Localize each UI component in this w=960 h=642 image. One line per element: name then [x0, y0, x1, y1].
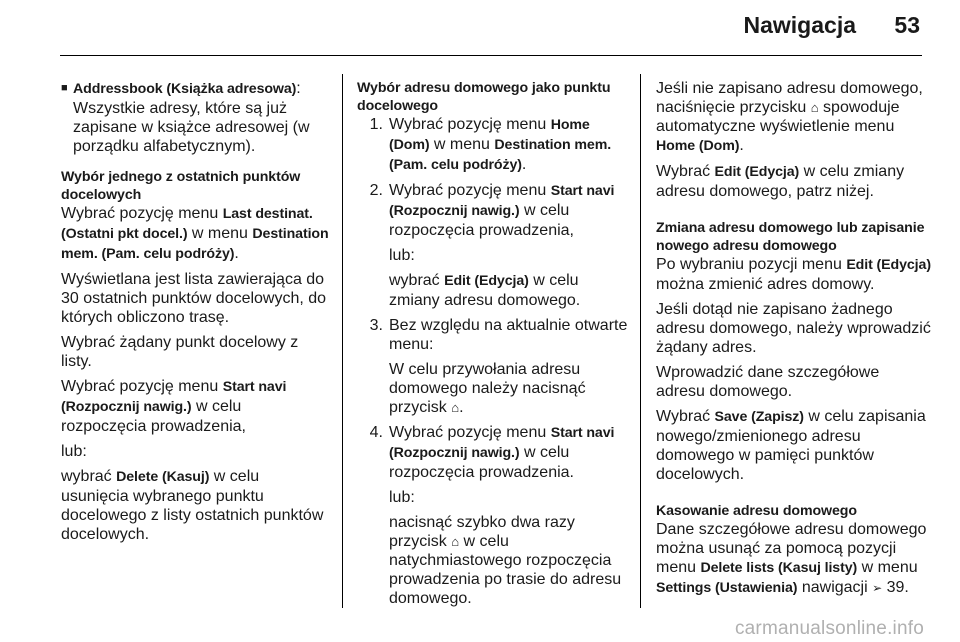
watermark: carmanualsonline.info	[734, 618, 924, 639]
column-1	[61, 79, 331, 550]
section-heading-delete-home: Kasowanie adresu domowego	[656, 503, 857, 519]
page-reference-arrow-icon: ➢	[872, 581, 883, 595]
paragraph: wybrać Delete (Kasuj) w celu usunięcia wybranego punktu docelowego z listy ostatnich punktów docelowych.	[61, 468, 324, 543]
menu-term: Settings (Ustawienia)	[656, 580, 798, 596]
square-bullet-icon: ■	[61, 82, 68, 94]
column-divider-1	[342, 74, 343, 608]
home-icon: ⌂	[451, 534, 460, 549]
step-1: 1. Wybrać pozycję menu Home (Dom) w menu Destination mem. (Pam. celu podróży).	[369, 116, 612, 173]
menu-term: Home (Dom)	[389, 117, 590, 153]
paragraph: Wybrać żądany punkt docelowy z listy.	[61, 334, 299, 370]
menu-term: Start navi (Rozpocznij nawig.)	[389, 183, 615, 219]
paragraph: Wybrać pozycję menu Start navi (Rozpocznij nawig.) w celu rozpoczęcia prowadzenia,	[61, 378, 287, 435]
menu-term: Last destinat. (Ostatni pkt docel.)	[61, 206, 313, 242]
paragraph: Wprowadzić dane szczegółowe adresu domowego.	[656, 364, 880, 400]
menu-term: Edit (Edycja)	[846, 257, 931, 273]
menu-term: Destination mem. (Pam. celu podróży)	[389, 137, 612, 173]
column-divider-2	[640, 74, 641, 608]
step-3: 3. Bez względu na aktualnie otwarte menu: W celu przywołania adresu domowego należy nacisnąć przycisk ⌂.	[369, 317, 628, 416]
paragraph: Po wybraniu pozycji menu Edit (Edycja) można zmienić adres domowy.	[656, 256, 931, 293]
home-icon: ⌂	[451, 400, 460, 415]
menu-term: Delete (Kasuj)	[116, 469, 210, 485]
page-number: 53	[894, 12, 920, 38]
section-heading-home-destination: Wybór adresu domowego jako punktu docelowego	[357, 80, 611, 114]
paragraph: Wybrać Save (Zapisz) w celu zapisania nowego/zmienionego adresu domowego w pamięci punktów docelowych.	[656, 408, 926, 483]
paragraph: Wyświetlana jest lista zawierająca do 30 ostatnich punktów docelowych, do których obliczono trasę.	[61, 271, 327, 326]
column-2	[357, 79, 629, 614]
step-2: 2. Wybrać pozycję menu Start navi (Rozpocznij nawig.) w celu rozpoczęcia prowadzenia, lub: wybrać Edit (Edycja) w celu zmiany adresu domowego.	[369, 182, 615, 309]
paragraph: Wybrać pozycję menu Last destinat. (Ostatni pkt docel.) w menu Destination mem. (Pam. celu podróży).	[61, 205, 329, 262]
section-heading-change-home: Zmiana adresu domowego lub zapisanie nowego adresu domowego	[656, 220, 925, 254]
paragraph: Wybrać Edit (Edycja) w celu zmiany adresu domowego, patrz niżej.	[656, 163, 905, 200]
menu-term: Save (Zapisz)	[714, 409, 804, 425]
menu-term: Delete lists (Kasuj listy)	[700, 560, 858, 576]
section-heading-last-destinations: Wybór jednego z ostatnich punktów docelowych	[61, 169, 301, 203]
menu-term: Edit (Edycja)	[444, 273, 529, 289]
page-reference-link[interactable]: 39	[886, 579, 905, 596]
bullet-item-addressbook: ■ Addressbook (Książka adresowa): Wszystkie adresy, które są już zapisane w książce adresowej (w porządku alfabetycznym).	[61, 80, 310, 155]
step-4: 4. Wybrać pozycję menu Start navi (Rozpocznij nawig.) w celu rozpoczęcia prowadzenia. lub: nacisnąć szybko dwa razy przycisk ⌂ w celu natychmiastowego rozpoczęcia prowadzenia po trasie do adresu domowego.	[369, 424, 622, 607]
menu-term: Start navi (Rozpocznij nawig.)	[389, 425, 615, 461]
menu-term: Edit (Edycja)	[714, 164, 800, 180]
header-divider	[60, 55, 922, 56]
column-3	[656, 79, 931, 604]
paragraph: Dane szczegółowe adresu domowego można usunąć za pomocą pozycji menu Delete lists (Kasuj listy) w menu Settings (Ustawienia) nawigacji ➢ 39.	[656, 521, 927, 596]
page-header-title: Nawigacja	[743, 12, 856, 38]
home-icon: ⌂	[810, 100, 819, 115]
bullet-description: Wszystkie adresy, które są już zapisane w książce adresowej (w porządku alfabetycznym).	[73, 100, 310, 155]
paragraph: lub:	[61, 443, 87, 460]
menu-term: Destination mem. (Pam. celu podróży)	[61, 226, 329, 262]
menu-term: Addressbook (Książka adresowa)	[73, 81, 297, 97]
menu-term: Home (Dom)	[656, 138, 740, 154]
paragraph: Jeśli nie zapisano adresu domowego, naciśnięcie przycisku ⌂ spowoduje automatyczne wyświetlenie menu Home (Dom).	[656, 80, 923, 154]
menu-term: Start navi (Rozpocznij nawig.)	[61, 379, 287, 415]
paragraph: Jeśli dotąd nie zapisano żadnego adresu domowego, należy wprowadzić żądany adres.	[656, 301, 931, 356]
